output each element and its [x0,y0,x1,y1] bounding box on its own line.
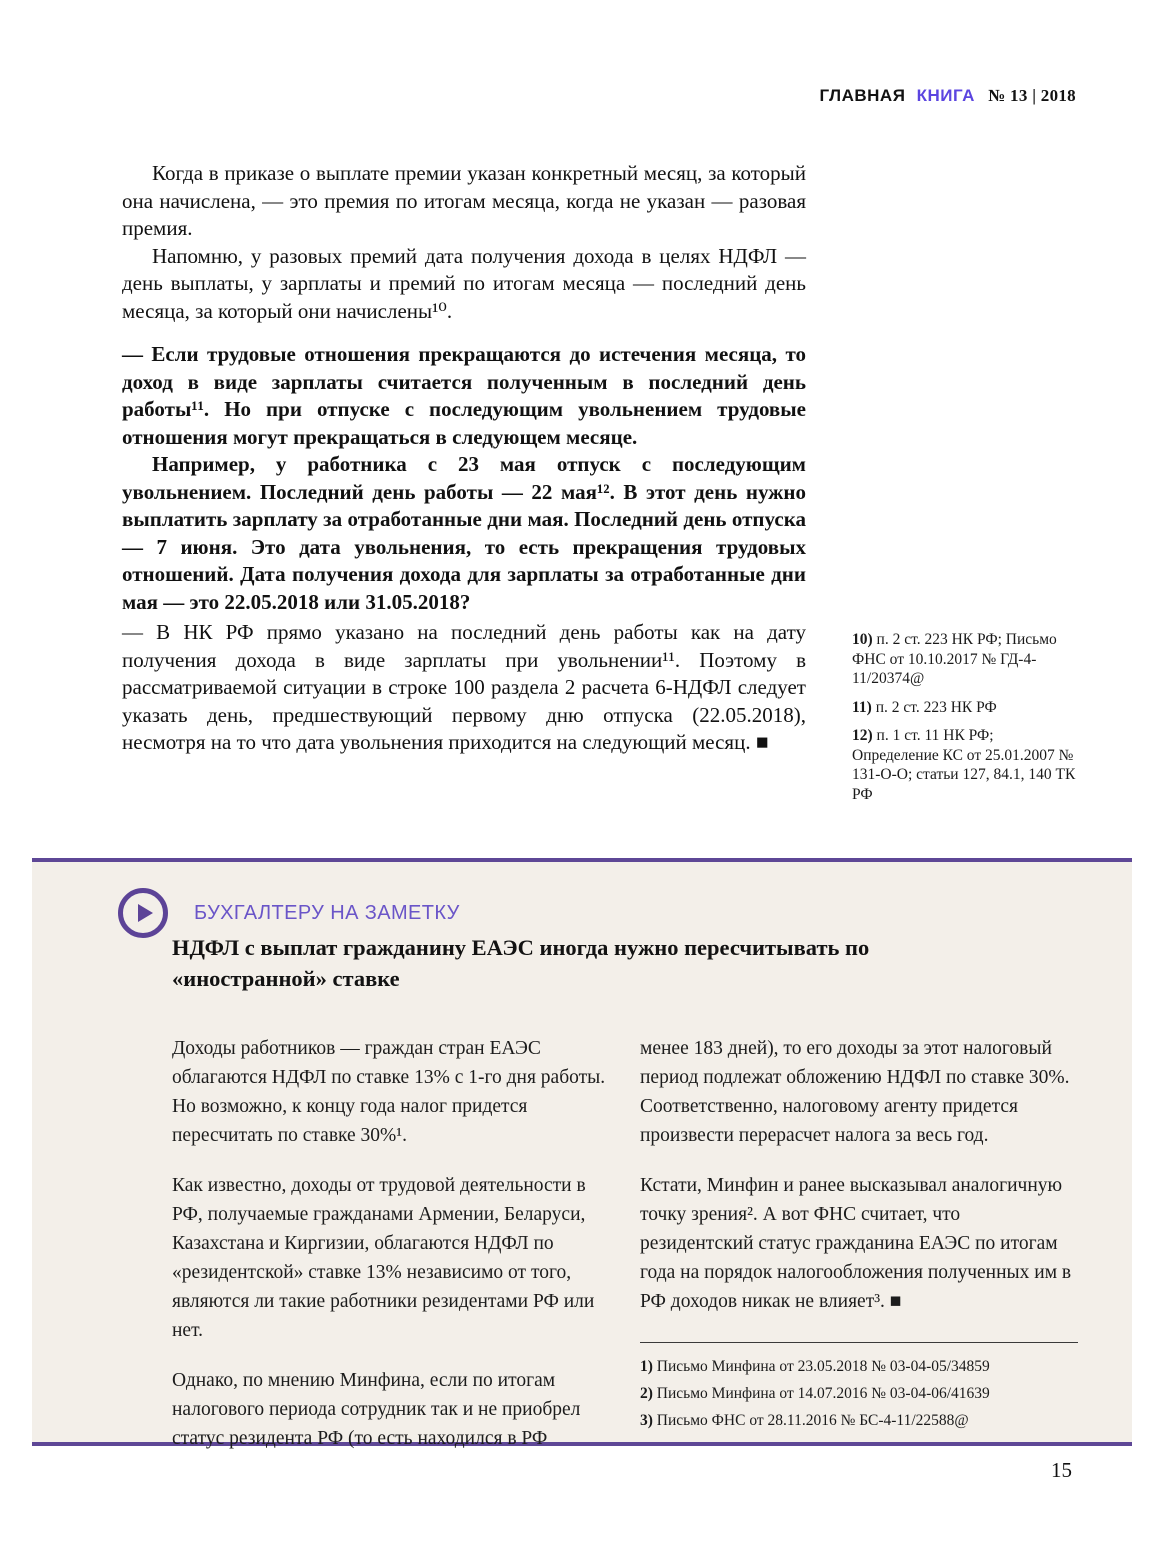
play-icon [118,888,168,938]
footnote-number: 1) [640,1358,653,1375]
note-paragraph: Как известно, доходы от трудовой деятельности в РФ, получаемые гражданами Армении, Беларуси, Казахстана и Киргизии, облагаются НДФЛ по «резидентской» ставке 13% независимо от того, являются ли такие работники резидентами РФ или нет. [172,1175,595,1341]
page-header [819,86,1076,106]
journal-title-accent: КНИГА [916,86,975,105]
note-column-right [640,1034,1078,1474]
footnote-divider [640,1342,1078,1343]
footnote-text: п. 2 ст. 223 НК РФ [875,698,997,716]
answer-paragraph: — В НК РФ прямо указано на последний день работы как на дату получения дохода в виде зарплаты при увольнении¹¹. Поэтому в рассматриваемой ситуации в строке 100 раздела 2 расчета 6-НДФЛ следует указать день, предшествующий первому дню отпуска (22.05.2018), несмотря на то что дата увольнения приходится на следующий месяц. ■ [122,620,806,754]
note-footnote-item [640,1380,1078,1407]
note-column-left [172,1034,610,1474]
page-number: 15 [1051,1458,1072,1482]
note-footnote-item [640,1407,1078,1434]
footnote-text: Письмо ФНС от 28.11.2016 № БС-4-11/22588@ [656,1412,969,1429]
note-paragraph: Доходы работников — граждан стран ЕАЭС облагаются НДФЛ по ставке 13% с 1-го дня работы. Но возможно, к концу года налог придется пересчитать по ставке 30%¹. [172,1038,606,1146]
question-paragraph: — Если трудовые отношения прекращаются до истечения месяца, то доход в виде зарплаты считается полученным в последний день работы¹¹. Но при отпуске с последующим увольнением трудовые отношения могут прекращаться в следующем месяце. [122,342,806,449]
note-paragraph: менее 183 дней), то его доходы за этот налоговый период подлежат обложению НДФЛ по ставке 30%. Соответственно, налоговому агенту придется произвести перерасчет налога за весь год. [640,1038,1070,1146]
margin-footnote-item [852,726,1084,804]
issue-number: № 13 | 2018 [988,86,1076,105]
note-paragraph: Кстати, Минфин и ранее высказывал аналогичную точку зрения². А вот ФНС считает, что резидентский статус гражданина ЕАЭС по итогам года на порядок налогообложения полученных им в РФ доходов никак не влияет³. ■ [640,1175,1072,1312]
footnote-number: 10) [852,631,873,648]
play-triangle-icon [138,904,153,922]
footnote-text: Письмо Минфина от 14.07.2016 № 03-04-06/41639 [656,1385,990,1402]
note-paragraph: Однако, по мнению Минфина, если по итогам налогового периода сотрудник так и не приобрел статус резидента РФ (то есть находился в РФ [172,1370,581,1449]
note-section [32,858,1132,1449]
note-section-label: БУХГАЛТЕРУ НА ЗАМЕТКУ [194,901,460,924]
note-footnote-item [640,1353,1078,1380]
article-body [122,160,806,757]
footnote-number: 11) [852,698,872,716]
note-heading: НДФЛ с выплат гражданину ЕАЭС иногда нужно пересчитывать по «иностранной» ставке [172,935,870,991]
article-paragraph: Напомню, у разовых премий дата получения дохода в целях НДФЛ — день выплаты, у зарплаты и премий по итогам месяца — последний день месяца, за который они начислены¹⁰. [122,243,806,323]
note-columns [172,1034,1078,1474]
question-block [122,341,806,616]
footnote-number: 12) [852,727,873,744]
footnote-text: п. 1 ст. 11 НК РФ; Определение КС от 25.01.2007 № 131-О-О; статьи 127, 84.1, 140 ТК РФ [852,727,1076,803]
margin-footnotes [852,630,1084,813]
question-paragraph: Например, у работника с 23 мая отпуск с последующим увольнением. Последний день работы — 22 мая¹². В этот день нужно выплатить зарплату за отработанные дни мая. Последний день отпуска — 7 июня. Это дата увольнения, то есть прекращения трудовых отношений. Дата получения дохода для зарплаты за отработанные дни мая — это 22.05.2018 или 31.05.2018? [122,452,806,614]
margin-footnote-item [852,630,1084,689]
note-section-header [118,888,460,938]
margin-footnote-item [852,698,1084,718]
article-paragraph: Когда в приказе о выплате премии указан конкретный месяц, за который она начислена, — это премия по итогам месяца, когда не указан — разовая премия. [122,161,806,240]
note-footnotes [640,1353,1078,1434]
footnote-text: Письмо Минфина от 23.05.2018 № 03-04-05/34859 [656,1358,990,1375]
footnote-number: 2) [640,1385,653,1402]
journal-title-main: ГЛАВНАЯ [819,86,906,105]
footnote-number: 3) [640,1412,653,1429]
footnote-text: п. 2 ст. 223 НК РФ; Письмо ФНС от 10.10.2017 № ГД-4-11/20374@ [852,631,1057,687]
